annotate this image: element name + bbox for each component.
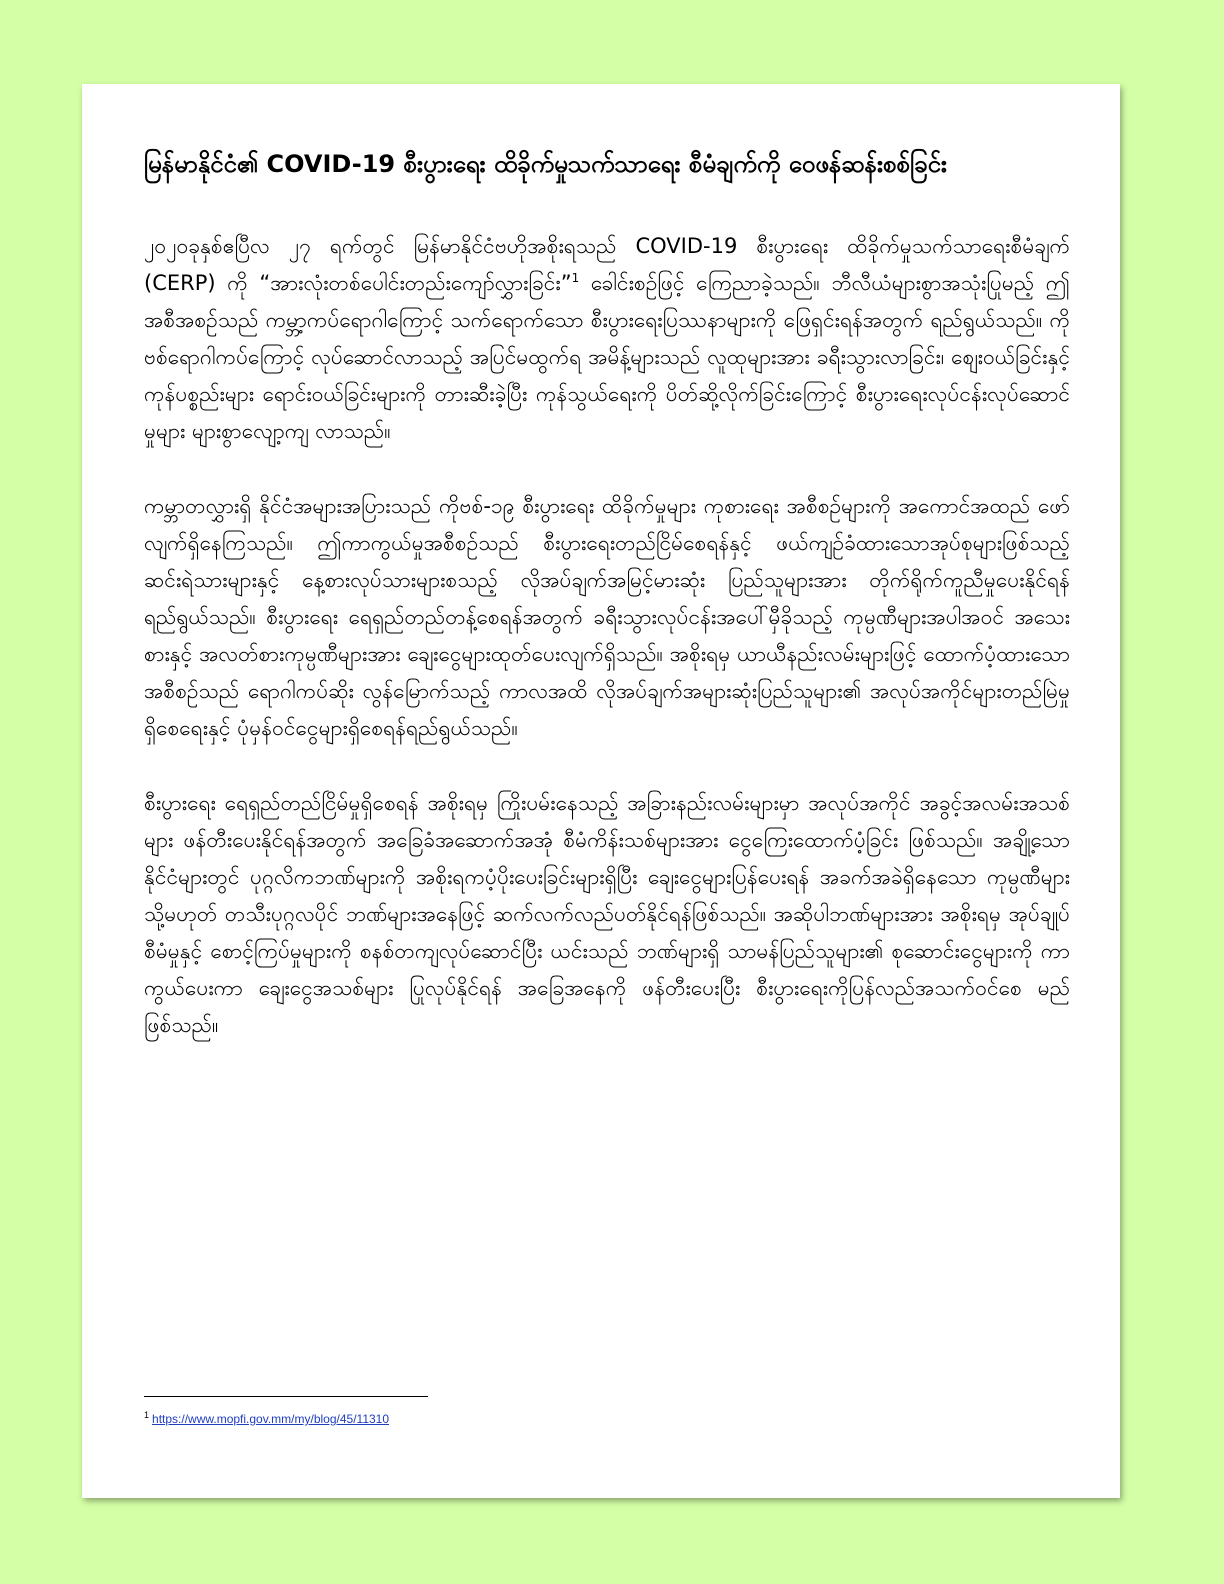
paragraph-1-text-a: ၂၀၂၀ခုနှစ်ဧပြီလ ၂၇ ရက်တွင် မြန်မာနိုင်ငံဗဟိုအစိုးရသည် COVID-19 စီးပွားရေး ထိခိုက်မှုသက်သာရေးစီမံချက် (CERP) ကို “အားလုံးတစ်ပေါင်းတည်းကျော်လွှားခြင်း”	[144, 234, 1070, 295]
footnote-number: 1	[144, 1410, 150, 1420]
footnote-divider	[144, 1396, 428, 1397]
footnote-link[interactable]: https://www.mopfi.gov.mm/my/blog/45/11310	[152, 1412, 390, 1426]
footnote-reference[interactable]: 1	[571, 271, 580, 285]
footnote-item	[144, 1407, 1070, 1427]
document-page	[82, 84, 1120, 1498]
paragraph-1-text-b: ခေါင်းစဉ်ဖြင့် ကြေညာခဲ့သည်။ ဘီလီယံများစွာအသုံးပြုမည့် ဤအစီအစဉ်သည် ကမ္ဘာ့ကပ်ရောဂါကြောင့် သက်ရောက်သော စီးပွားရေးပြဿနာများကို ဖြေရှင်းရန်အတွက် ရည်ရွယ်သည်။ ကိုဗစ်ရောဂါကပ်ကြောင့် လုပ်ဆောင်လာသည့် အပြင်မထွက်ရ အမိန့်များသည် လူထုများအား ခရီးသွားလာခြင်း၊ စျေးဝယ်ခြင်းနှင့် ကုန်ပစ္စည်းများ ရောင်းဝယ်ခြင်းများကို တားဆီးခဲ့ပြီး ကုန်သွယ်ရေးကို ပိတ်ဆို့လိုက်ခြင်းကြောင့် စီးပွားရေးလုပ်ငန်းလုပ်ဆောင်မှုများ များစွာလျော့ကျ လာသည်။	[144, 271, 1070, 443]
paragraph-2: ကမ္ဘာတလွှားရှိ နိုင်ငံအများအပြားသည် ကိုဗစ်-၁၉ စီးပွားရေး ထိခိုက်မှုများ ကုစားရေး အစီစဉ်များကို အကောင်အထည် ဖော်လျက်ရှိနေကြသည်။ ဤကာကွယ်မှုအစီစဉ်သည် စီးပွားရေးတည်ငြိမ်စေရန်နှင့် ဖယ်ကျဉ်ခံထားသောအုပ်စုများဖြစ်သည့် ဆင်းရဲသားများနှင့် နေ့စားလုပ်သားများစသည့် လိုအပ်ချက်အမြင့်မားဆုံး ပြည်သူများအား တိုက်ရိုက်ကူညီမှုပေးနိုင်ရန် ရည်ရွယ်သည်။ စီးပွားရေး ရေရှည်တည်တန့်စေရန်အတွက် ခရီးသွားလုပ်ငန်းအပေါ်မှီခိုသည့် ကုမ္ပဏီများအပါအဝင် အသေးစားနှင့် အလတ်စားကုမ္ပဏီများအား ချေးငွေများထုတ်ပေးလျက်ရှိသည်။ အစိုးရမှ ယာယီနည်းလမ်းများဖြင့် ထောက်ပံ့ထားသော အစီစဉ်သည် ရောဂါကပ်ဆိုး လွန်မြောက်သည့် ကာလအထိ လိုအပ်ချက်အများဆုံးပြည်သူများ၏ အလုပ်အကိုင်များတည်မြဲမှုရှိစေရေးနှင့် ပုံမှန်ဝင်ငွေများရှိစေရန်ရည်ရွယ်သည်။	[144, 494, 1070, 740]
footnotes-section	[144, 1396, 1070, 1427]
document-title: မြန်မာနိုင်ငံ၏ COVID-19 စီးပွားရေး ထိခိုက်မှုသက်သာရေး စီမံချက်ကို ဝေဖန်ဆန်းစစ်ခြင်း	[144, 150, 948, 178]
paragraph-1	[144, 228, 1070, 450]
document-content	[144, 144, 1070, 1082]
paragraph-3: စီးပွားရေး ရေရှည်တည်ငြိမ်မှုရှိစေရန် အစိုးရမှ ကြိုးပမ်းနေသည့် အခြားနည်းလမ်းများမှာ အလုပ်အကိုင် အခွင့်အလမ်းအသစ်များ ဖန်တီးပေးနိုင်ရန်အတွက် အခြေခံအဆောက်အအုံ စီမံကိန်းသစ်များအား ငွေကြေးထောက်ပံ့ခြင်း ဖြစ်သည်။ အချို့သောနိုင်ငံများတွင် ပုဂ္ဂလိကဘဏ်များကို အစိုးရကပံ့ပိုးပေးခြင်းများရှိပြီး ချေးငွေများပြန်ပေးရန် အခက်အခဲရှိနေသော ကုမ္ပဏီများ သို့မဟုတ် တသီးပုဂ္ဂလပိုင် ဘဏ်များအနေဖြင့် ဆက်လက်လည်ပတ်နိုင်ရန်ဖြစ်သည်။ အဆိုပါဘဏ်များအား အစိုးရမှ အုပ်ချုပ်စီမံမှုနှင့် စောင့်ကြပ်မှုများကို စနစ်တကျလုပ်ဆောင်ပြီး ယင်းသည် ဘဏ်များရှိ သာမန်ပြည်သူများ၏ စုဆောင်းငွေများကို ကာကွယ်ပေးကာ ချေးငွေအသစ်များ ပြုလုပ်နိုင်ရန် အခြေအနေကို ဖန်တီးပေးပြီး စီးပွားရေးကိုပြန်လည်အသက်ဝင်စေ မည်ဖြစ်သည်။	[144, 791, 1070, 1037]
